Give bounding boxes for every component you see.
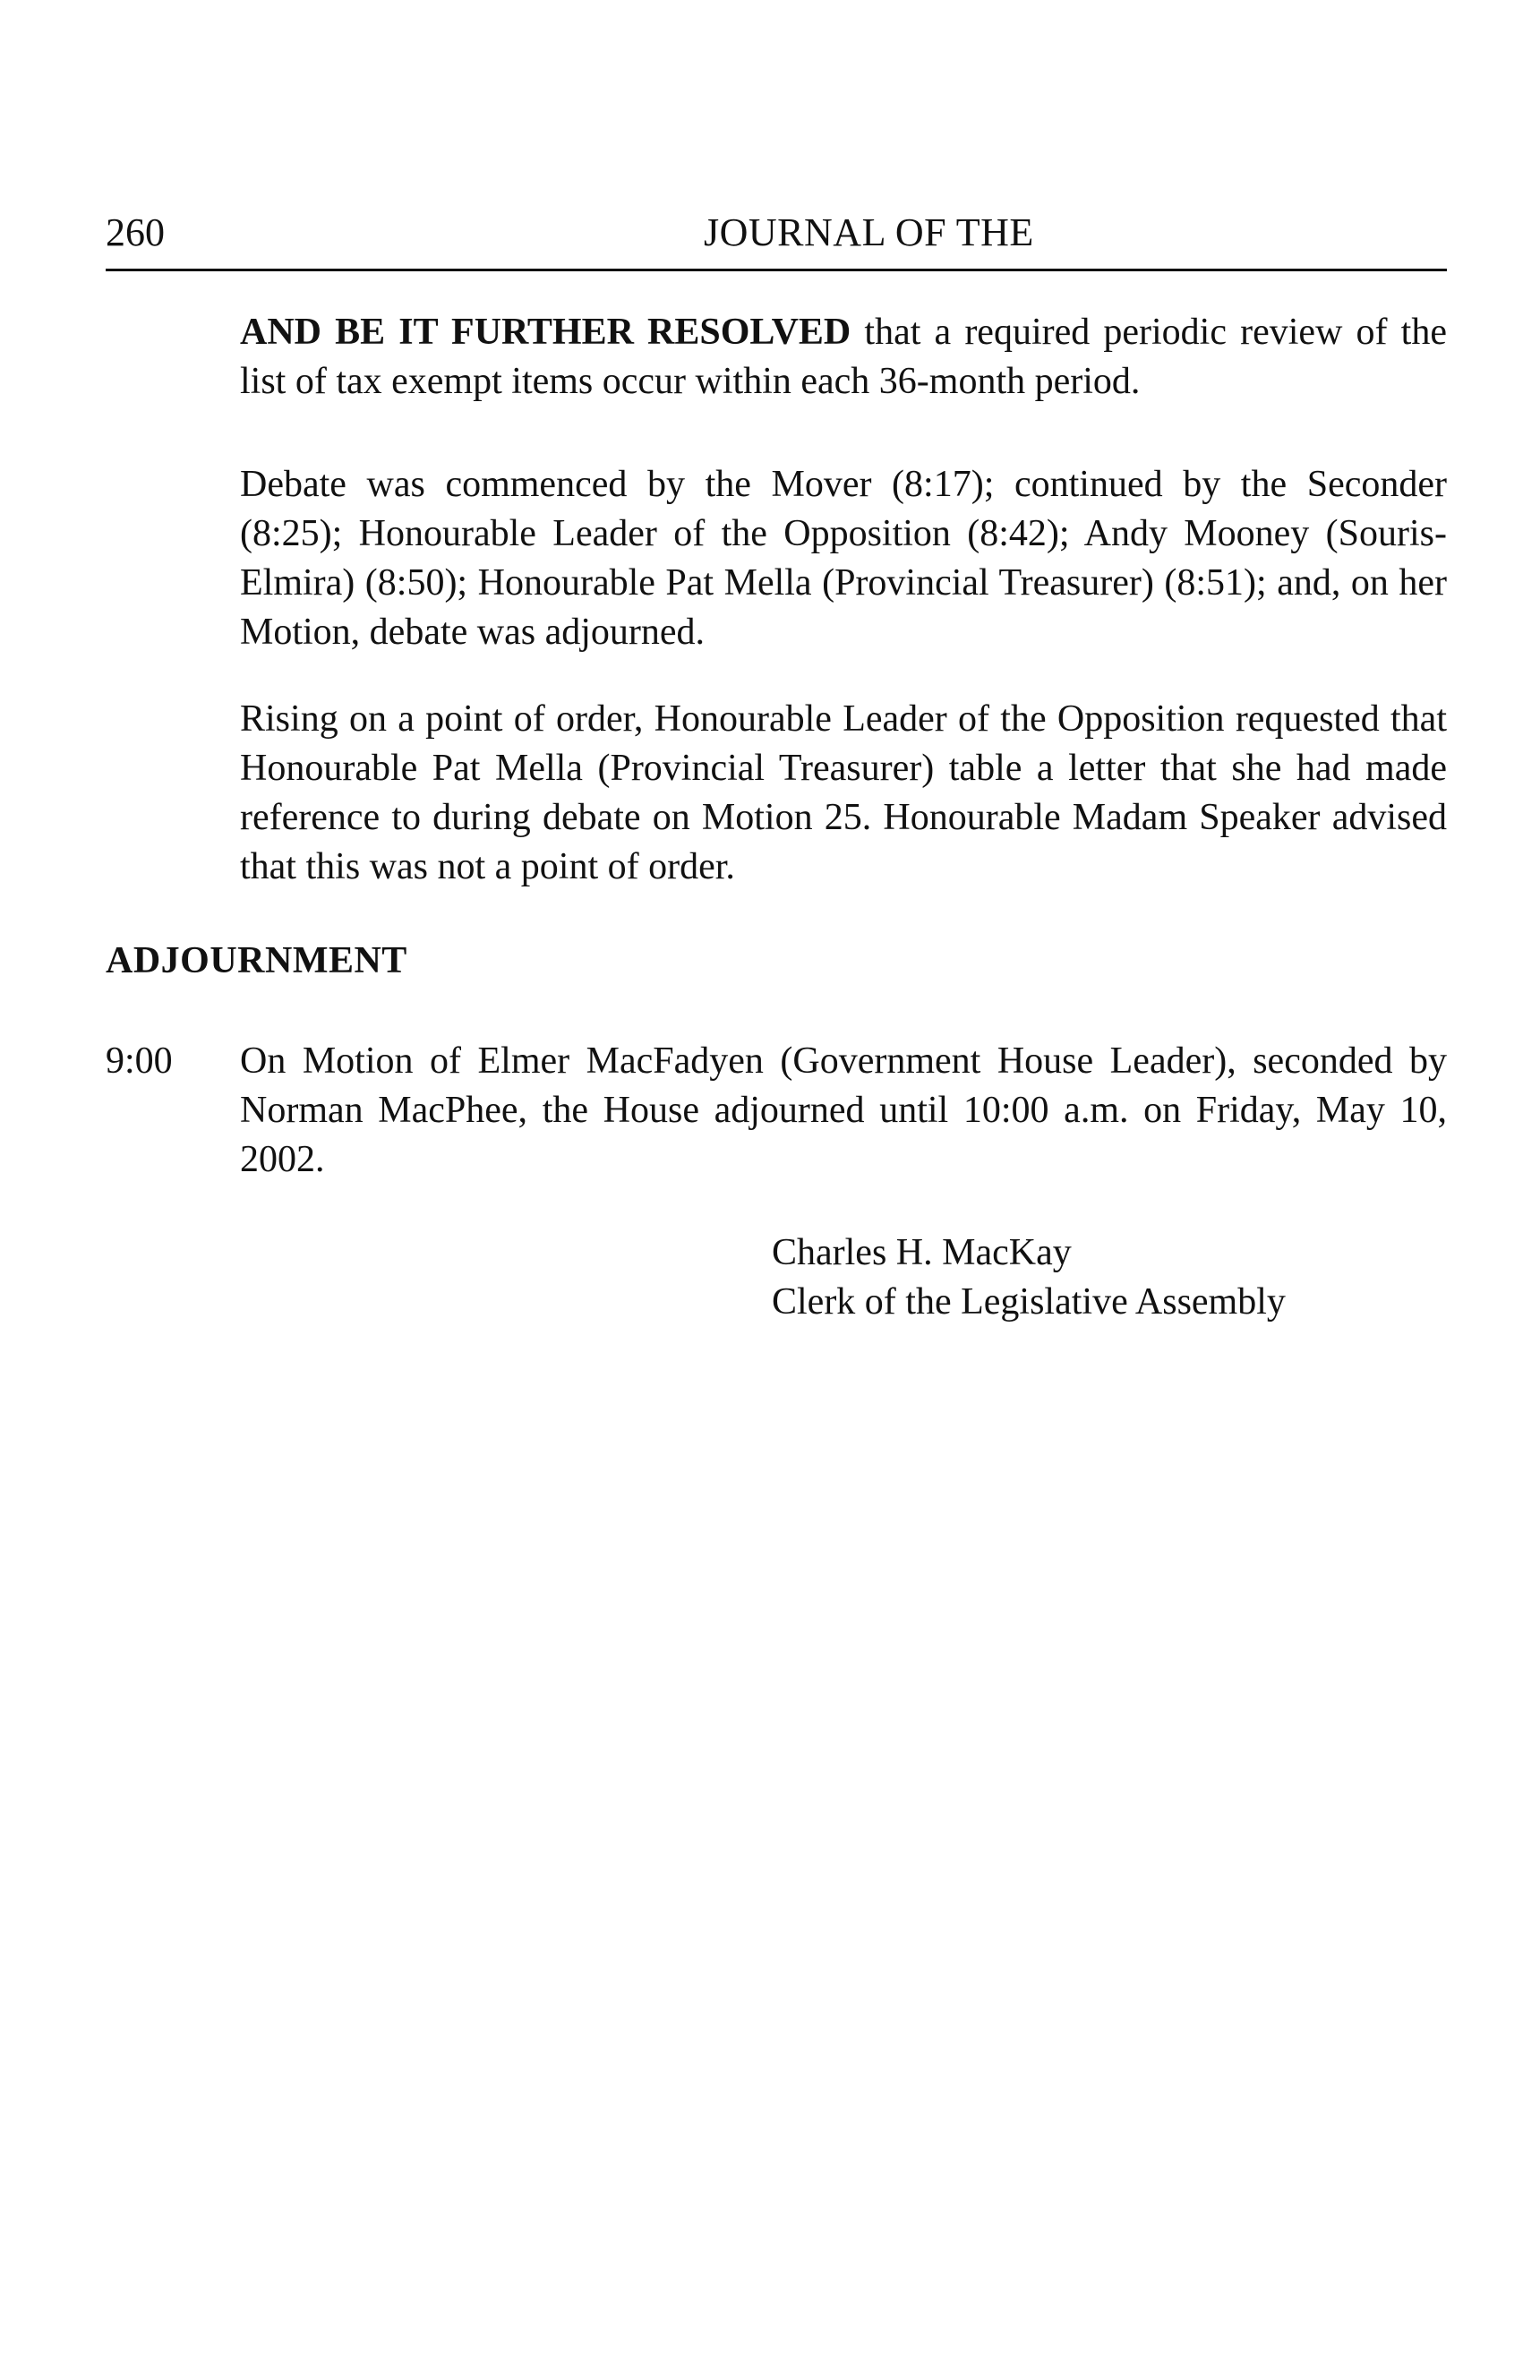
signature-block bbox=[772, 1229, 1286, 1327]
adjournment-heading: ADJOURNMENT bbox=[106, 940, 407, 981]
signature-title: Clerk of the Legislative Assembly bbox=[772, 1281, 1286, 1323]
resolved-lead: AND BE IT FURTHER RESOLVED bbox=[240, 312, 851, 353]
signature-name: Charles H. MacKay bbox=[772, 1232, 1072, 1273]
resolved-text: that a required periodic review of the list of tax exempt items occur within each 36-month period. bbox=[240, 312, 1447, 402]
resolved-paragraph bbox=[240, 308, 1447, 407]
debate-paragraph: Debate was commenced by the Mover (8:17); continued by the Seconder (8:25); Honourable Leader of the Opposition (8:42); Andy Mooney (Souris-Elmira) (8:50); Honourable Pat Mella (Provincial Treasurer) (8:51); and, on her Motion, debate was adjourned. bbox=[240, 464, 1447, 653]
page-number: 260 bbox=[106, 210, 165, 254]
adjournment-paragraph: On Motion of Elmer MacFadyen (Government House Leader), seconded by Norman MacPhee, the House adjourned until 10:00 a.m. on Friday, May 10, 2002. bbox=[240, 1040, 1447, 1180]
point-of-order-paragraph: Rising on a point of order, Honourable Leader of the Opposition requested that Honourable Pat Mella (Provincial Treasurer) table a letter that she had made reference to during debate on Motion 25. Honourable Madam Speaker advised that this was not a point of order. bbox=[240, 698, 1447, 887]
running-header bbox=[106, 204, 1447, 271]
header-title: JOURNAL OF THE bbox=[704, 210, 1034, 254]
adjournment-time: 9:00 bbox=[106, 1040, 173, 1082]
